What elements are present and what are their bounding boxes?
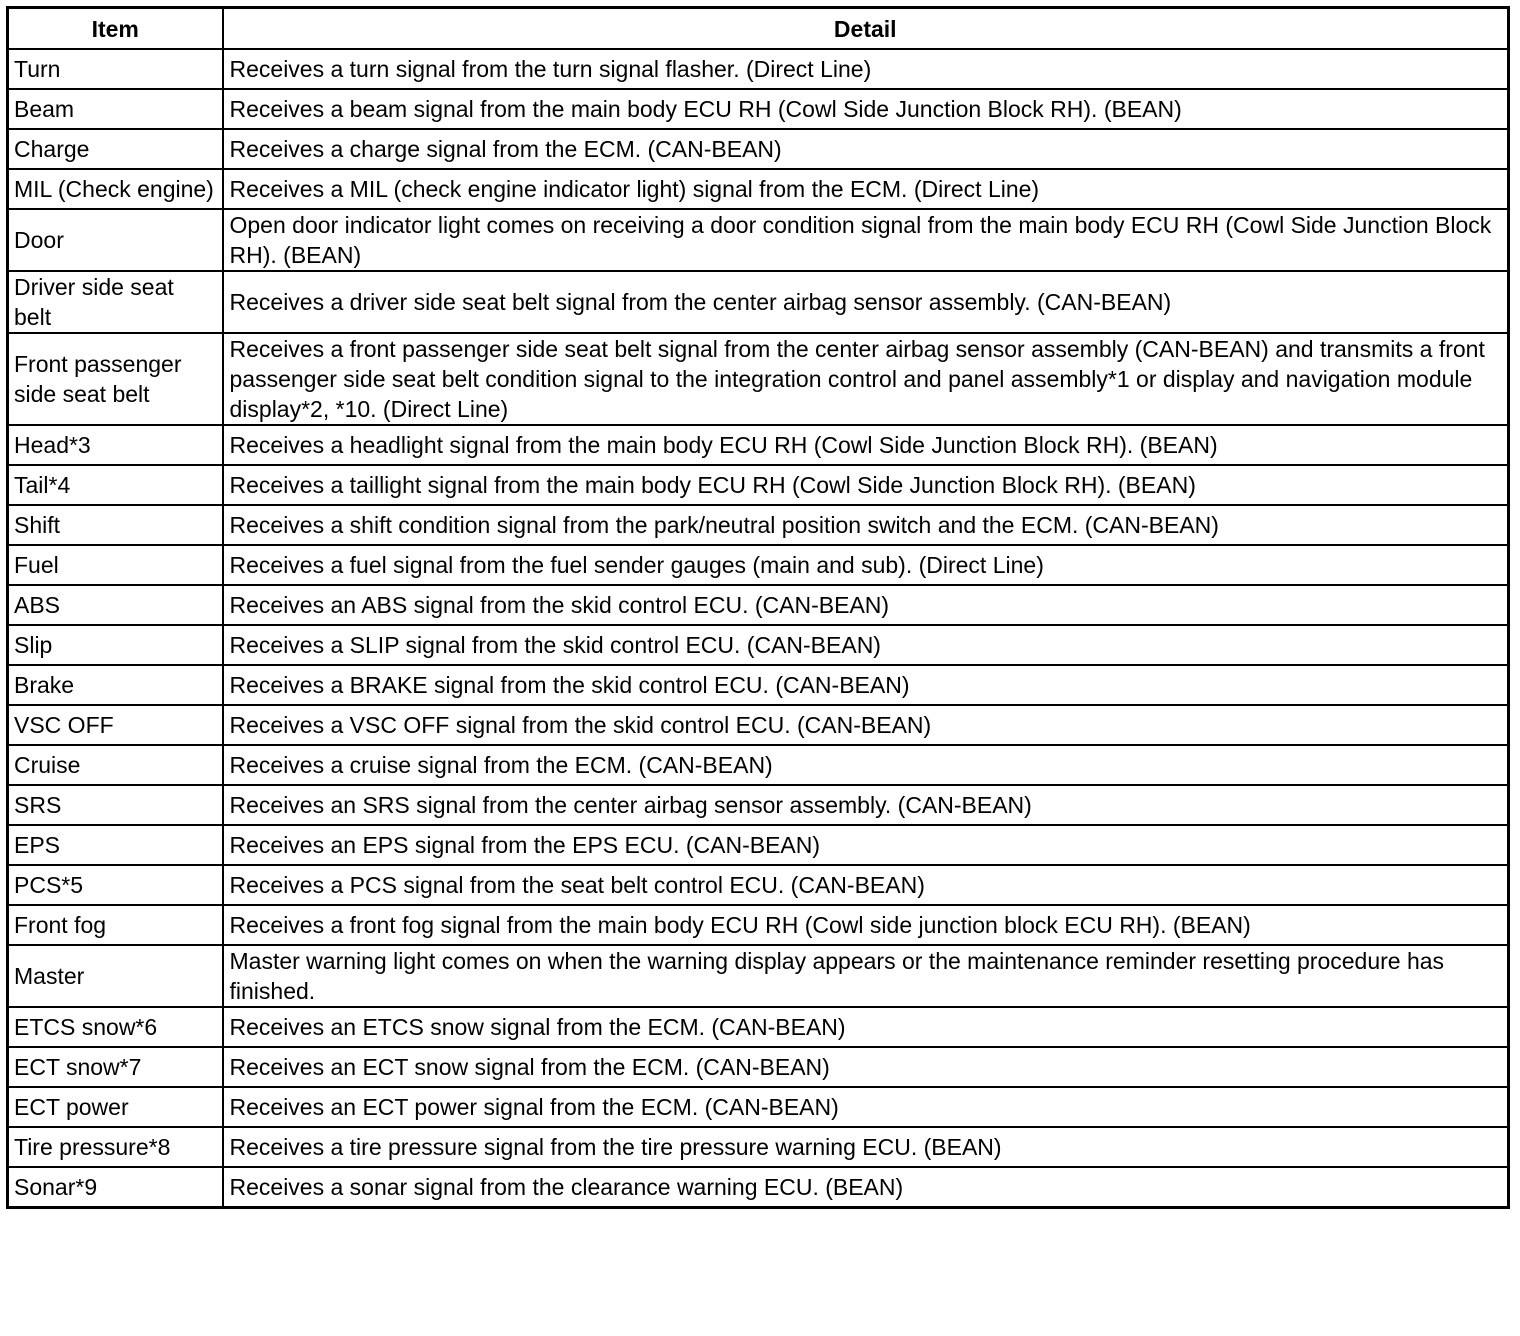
column-header-item: Item bbox=[8, 8, 223, 50]
detail-cell: Receives a front fog signal from the main body ECU RH (Cowl side junction block ECU RH). (BEAN) bbox=[223, 905, 1509, 945]
item-cell: Cruise bbox=[8, 745, 223, 785]
table-row bbox=[8, 129, 1509, 169]
item-cell: Slip bbox=[8, 625, 223, 665]
detail-cell: Receives an ECT snow signal from the ECM. (CAN-BEAN) bbox=[223, 1047, 1509, 1087]
item-cell: Beam bbox=[8, 89, 223, 129]
item-cell: SRS bbox=[8, 785, 223, 825]
column-header-detail: Detail bbox=[223, 8, 1509, 50]
table-row bbox=[8, 665, 1509, 705]
detail-cell: Receives a turn signal from the turn signal flasher. (Direct Line) bbox=[223, 49, 1509, 89]
detail-cell: Receives a VSC OFF signal from the skid control ECU. (CAN-BEAN) bbox=[223, 705, 1509, 745]
detail-cell: Receives a BRAKE signal from the skid control ECU. (CAN-BEAN) bbox=[223, 665, 1509, 705]
item-cell: ABS bbox=[8, 585, 223, 625]
item-cell: Driver side seat belt bbox=[8, 271, 223, 333]
table-row bbox=[8, 705, 1509, 745]
detail-cell: Receives a shift condition signal from the park/neutral position switch and the ECM. (CAN-BEAN) bbox=[223, 505, 1509, 545]
detail-cell: Receives an EPS signal from the EPS ECU. (CAN-BEAN) bbox=[223, 825, 1509, 865]
table-row bbox=[8, 169, 1509, 209]
table-row bbox=[8, 505, 1509, 545]
table-row bbox=[8, 545, 1509, 585]
table-row bbox=[8, 745, 1509, 785]
table-row bbox=[8, 785, 1509, 825]
item-cell: Shift bbox=[8, 505, 223, 545]
item-cell: PCS*5 bbox=[8, 865, 223, 905]
table-row bbox=[8, 209, 1509, 271]
detail-cell: Receives an ECT power signal from the ECM. (CAN-BEAN) bbox=[223, 1087, 1509, 1127]
detail-cell: Receives a tire pressure signal from the tire pressure warning ECU. (BEAN) bbox=[223, 1127, 1509, 1167]
table-row bbox=[8, 585, 1509, 625]
detail-cell: Receives a fuel signal from the fuel sender gauges (main and sub). (Direct Line) bbox=[223, 545, 1509, 585]
item-cell: VSC OFF bbox=[8, 705, 223, 745]
table-body bbox=[8, 49, 1509, 1208]
table-row bbox=[8, 945, 1509, 1007]
item-cell: Turn bbox=[8, 49, 223, 89]
table-row bbox=[8, 625, 1509, 665]
item-cell: EPS bbox=[8, 825, 223, 865]
detail-cell: Receives a MIL (check engine indicator light) signal from the ECM. (Direct Line) bbox=[223, 169, 1509, 209]
item-cell: Tail*4 bbox=[8, 465, 223, 505]
header-row bbox=[8, 8, 1509, 50]
table-row bbox=[8, 425, 1509, 465]
item-cell: ECT power bbox=[8, 1087, 223, 1127]
item-cell: Brake bbox=[8, 665, 223, 705]
detail-cell: Receives a beam signal from the main body ECU RH (Cowl Side Junction Block RH). (BEAN) bbox=[223, 89, 1509, 129]
item-cell: ECT snow*7 bbox=[8, 1047, 223, 1087]
table-row bbox=[8, 271, 1509, 333]
detail-cell: Receives an SRS signal from the center airbag sensor assembly. (CAN-BEAN) bbox=[223, 785, 1509, 825]
item-cell: Tire pressure*8 bbox=[8, 1127, 223, 1167]
table-row bbox=[8, 333, 1509, 425]
item-cell: Fuel bbox=[8, 545, 223, 585]
detail-cell: Receives a taillight signal from the main body ECU RH (Cowl Side Junction Block RH). (BEAN) bbox=[223, 465, 1509, 505]
detail-cell: Receives a driver side seat belt signal from the center airbag sensor assembly. (CAN-BEAN) bbox=[223, 271, 1509, 333]
detail-cell: Open door indicator light comes on receiving a door condition signal from the main body ECU RH (Cowl Side Junction Block RH). (BEAN) bbox=[223, 209, 1509, 271]
table-header bbox=[8, 8, 1509, 50]
table-row bbox=[8, 465, 1509, 505]
item-cell: Master bbox=[8, 945, 223, 1007]
detail-cell: Receives an ETCS snow signal from the ECM. (CAN-BEAN) bbox=[223, 1007, 1509, 1047]
table-row bbox=[8, 1047, 1509, 1087]
table-row bbox=[8, 1087, 1509, 1127]
item-cell: Front fog bbox=[8, 905, 223, 945]
item-cell: Front passenger side seat belt bbox=[8, 333, 223, 425]
table-row bbox=[8, 865, 1509, 905]
detail-cell: Receives a charge signal from the ECM. (CAN-BEAN) bbox=[223, 129, 1509, 169]
detail-cell: Receives a sonar signal from the clearance warning ECU. (BEAN) bbox=[223, 1167, 1509, 1208]
detail-cell: Receives a front passenger side seat belt signal from the center airbag sensor assembly (CAN-BEAN) and transmits a front passenger side seat belt condition signal to the integration control and panel assembly*1 or display and navigation module display*2, *10. (Direct Line) bbox=[223, 333, 1509, 425]
table-row bbox=[8, 89, 1509, 129]
indicator-signal-table bbox=[6, 6, 1510, 1209]
item-cell: ETCS snow*6 bbox=[8, 1007, 223, 1047]
table-row bbox=[8, 49, 1509, 89]
table-row bbox=[8, 825, 1509, 865]
item-cell: MIL (Check engine) bbox=[8, 169, 223, 209]
detail-cell: Receives a PCS signal from the seat belt control ECU. (CAN-BEAN) bbox=[223, 865, 1509, 905]
detail-cell: Receives a cruise signal from the ECM. (CAN-BEAN) bbox=[223, 745, 1509, 785]
table-row bbox=[8, 1007, 1509, 1047]
detail-cell: Receives a headlight signal from the main body ECU RH (Cowl Side Junction Block RH). (BEAN) bbox=[223, 425, 1509, 465]
table-row bbox=[8, 1127, 1509, 1167]
item-cell: Head*3 bbox=[8, 425, 223, 465]
detail-cell: Master warning light comes on when the warning display appears or the maintenance reminder resetting procedure has finished. bbox=[223, 945, 1509, 1007]
item-cell: Door bbox=[8, 209, 223, 271]
detail-cell: Receives an ABS signal from the skid control ECU. (CAN-BEAN) bbox=[223, 585, 1509, 625]
table-row bbox=[8, 905, 1509, 945]
item-cell: Charge bbox=[8, 129, 223, 169]
table-row bbox=[8, 1167, 1509, 1208]
item-cell: Sonar*9 bbox=[8, 1167, 223, 1208]
detail-cell: Receives a SLIP signal from the skid control ECU. (CAN-BEAN) bbox=[223, 625, 1509, 665]
